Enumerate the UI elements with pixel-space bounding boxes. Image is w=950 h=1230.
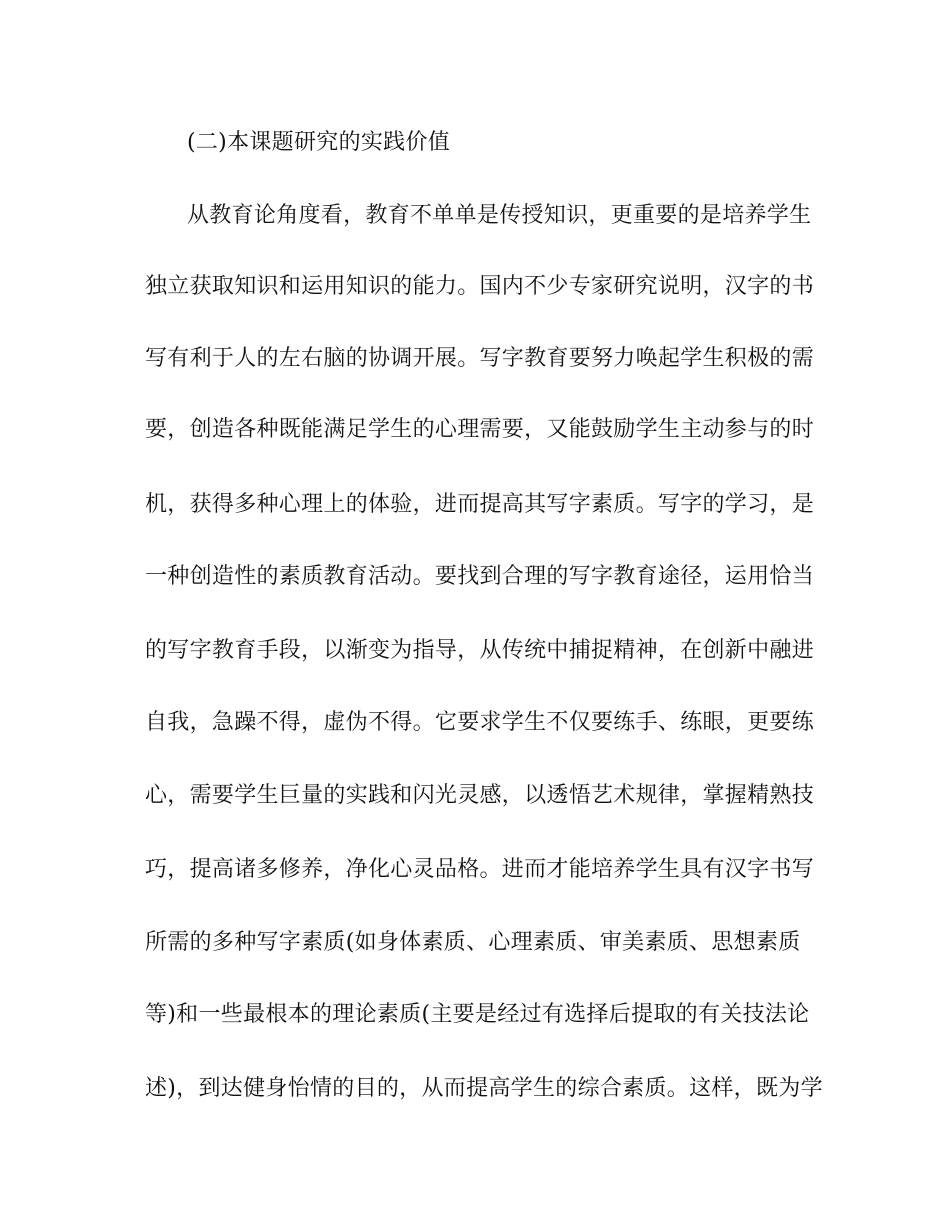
- section-heading: (二)本课题研究的实践价值: [187, 130, 451, 155]
- paragraph-line: 述)，到达健身怡情的目的，从而提高学生的综合素质。这样，既为学: [145, 1076, 823, 1101]
- paragraph-line: 从教育论角度看，教育不单单是传授知识，更重要的是培养学生: [187, 203, 812, 228]
- paragraph-line: 机，获得多种心理上的体验，进而提高其写字素质。写字的学习，是: [145, 492, 815, 517]
- paragraph-line: 等)和一些最根本的理论素质(主要是经过有选择后提取的有关技法论: [145, 1002, 810, 1027]
- paragraph-line: 所需的多种写字素质(如身体素质、心理素质、审美素质、思想素质: [145, 930, 801, 955]
- paragraph-line: 写有利于人的左右脑的协调开展。写字教育要努力唤起学生积极的需: [145, 346, 815, 371]
- paragraph-line: 自我，急躁不得，虚伪不得。它要求学生不仅要练手、练眼，更要练: [145, 710, 815, 735]
- paragraph-line: 巧，提高诸多修养，净化心灵品格。进而才能培养学生具有汉字书写: [145, 857, 815, 882]
- paragraph-line: 的写字教育手段，以渐变为指导，从传统中捕捉精神，在创新中融进: [145, 638, 815, 663]
- paragraph-line: 心，需要学生巨量的实践和闪光灵感，以透悟艺术规律，掌握精熟技: [145, 783, 815, 808]
- paragraph-line: 独立获取知识和运用知识的能力。国内不少专家研究说明，汉字的书: [145, 274, 815, 299]
- paragraph-line: 要，创造各种既能满足学生的心理需要，又能鼓励学生主动参与的时: [145, 417, 815, 442]
- paragraph-line: 一种创造性的素质教育活动。要找到合理的写字教育途径，运用恰当: [145, 564, 815, 589]
